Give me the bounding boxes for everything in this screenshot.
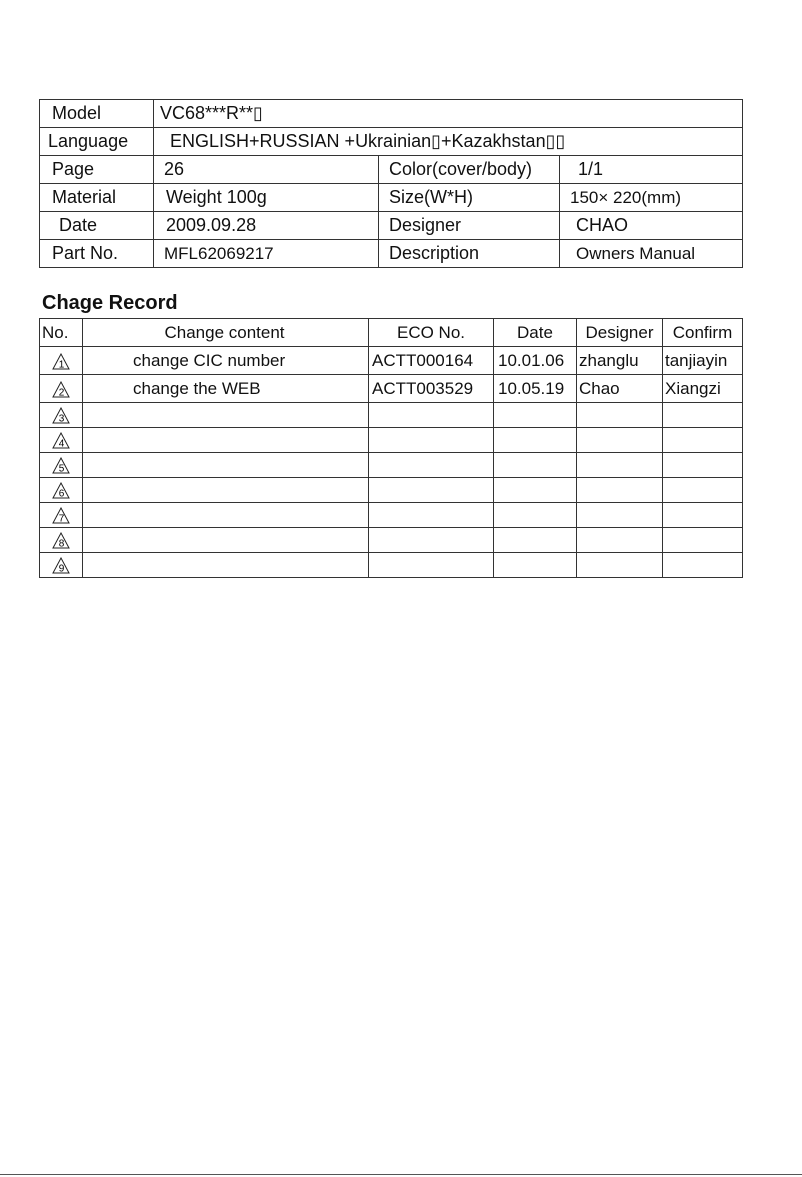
designer-cell xyxy=(577,428,663,453)
date-label: Date xyxy=(40,212,154,240)
triangle-revision-icon xyxy=(52,482,70,499)
change-content-cell xyxy=(83,428,369,453)
confirm-cell: tanjiayin xyxy=(663,347,743,375)
change-record-header-row xyxy=(40,319,743,347)
eco-no-cell xyxy=(369,428,494,453)
partno-value: MFL62069217 xyxy=(154,240,379,268)
header-date: Date xyxy=(494,319,577,347)
row-number-cell xyxy=(40,453,83,478)
designer-label: Designer xyxy=(379,212,560,240)
eco-no-cell xyxy=(369,503,494,528)
header-designer: Designer xyxy=(577,319,663,347)
material-label: Material xyxy=(40,184,154,212)
page-label: Page xyxy=(40,156,154,184)
change-record-title: Chage Record xyxy=(42,292,178,314)
table-row xyxy=(40,347,743,375)
designer-cell xyxy=(577,478,663,503)
designer-cell: Chao xyxy=(577,375,663,403)
header-confirm: Confirm xyxy=(663,319,743,347)
row-number: 1 xyxy=(58,359,65,370)
language-value: ENGLISH+RUSSIAN +Ukrainian▯+Kazakhstan▯▯ xyxy=(154,128,743,156)
table-row xyxy=(40,428,743,453)
row-number: 8 xyxy=(58,538,65,550)
date-cell xyxy=(494,453,577,478)
row-number-cell xyxy=(40,428,83,453)
eco-no-cell: ACTT000164 xyxy=(369,347,494,375)
language-label: Language xyxy=(40,128,154,156)
triangle-revision-icon xyxy=(52,532,70,549)
designer-cell xyxy=(577,528,663,553)
size-label: Size(W*H) xyxy=(379,184,560,212)
change-content-cell: change the WEB xyxy=(83,375,369,403)
row-number-cell xyxy=(40,403,83,428)
eco-no-cell: ACTT003529 xyxy=(369,375,494,403)
spec-row-language xyxy=(40,128,743,156)
designer-cell xyxy=(577,453,663,478)
table-row xyxy=(40,375,743,403)
confirm-cell xyxy=(663,503,743,528)
date-cell: 10.01.06 xyxy=(494,347,577,375)
confirm-cell xyxy=(663,428,743,453)
designer-cell xyxy=(577,553,663,578)
date-cell xyxy=(494,503,577,528)
designer-value: CHAO xyxy=(560,212,743,240)
date-cell xyxy=(494,403,577,428)
change-content-cell xyxy=(83,503,369,528)
change-content-cell xyxy=(83,553,369,578)
change-content-cell xyxy=(83,478,369,503)
color-value: 1/1 xyxy=(560,156,743,184)
row-number-cell xyxy=(40,528,83,553)
partno-label: Part No. xyxy=(40,240,154,268)
eco-no-cell xyxy=(369,478,494,503)
row-number-cell xyxy=(40,503,83,528)
spec-row-date xyxy=(40,212,743,240)
header-eco-no: ECO No. xyxy=(369,319,494,347)
table-row xyxy=(40,553,743,578)
description-label: Description xyxy=(379,240,560,268)
change-content-cell xyxy=(83,528,369,553)
eco-no-cell xyxy=(369,528,494,553)
date-value: 2009.09.28 xyxy=(154,212,379,240)
designer-cell: zhanglu xyxy=(577,347,663,375)
change-content-cell xyxy=(83,403,369,428)
date-cell xyxy=(494,553,577,578)
header-no: No. xyxy=(40,319,83,347)
eco-no-cell xyxy=(369,403,494,428)
material-value: Weight 100g xyxy=(154,184,379,212)
triangle-revision-icon xyxy=(52,507,70,524)
bottom-rule xyxy=(0,1174,802,1175)
color-label: Color(cover/body) xyxy=(379,156,560,184)
description-value: Owners Manual xyxy=(560,240,743,268)
triangle-revision-icon xyxy=(52,557,70,574)
date-cell xyxy=(494,528,577,553)
confirm-cell xyxy=(663,478,743,503)
model-value: VC68***R**▯ xyxy=(154,100,743,128)
spec-row-material xyxy=(40,184,743,212)
table-row xyxy=(40,478,743,503)
change-record-body xyxy=(40,347,743,578)
row-number: 5 xyxy=(58,463,65,475)
date-cell xyxy=(494,478,577,503)
row-number: 4 xyxy=(58,438,65,450)
row-number: 9 xyxy=(58,563,65,575)
table-row xyxy=(40,453,743,478)
row-number-cell xyxy=(40,375,83,403)
triangle-revision-icon xyxy=(52,457,70,474)
model-label: Model xyxy=(40,100,154,128)
spec-row-page xyxy=(40,156,743,184)
table-row xyxy=(40,403,743,428)
change-record-table xyxy=(39,318,743,578)
triangle-revision-icon xyxy=(52,381,70,398)
confirm-cell xyxy=(663,403,743,428)
row-number: 2 xyxy=(58,387,65,398)
header-change-content: Change content xyxy=(83,319,369,347)
table-row xyxy=(40,528,743,553)
change-content-cell xyxy=(83,453,369,478)
confirm-cell xyxy=(663,453,743,478)
row-number-cell xyxy=(40,478,83,503)
page-value: 26 xyxy=(154,156,379,184)
spec-table xyxy=(39,99,743,268)
designer-cell xyxy=(577,403,663,428)
confirm-cell: Xiangzi xyxy=(663,375,743,403)
confirm-cell xyxy=(663,553,743,578)
size-value: 150× 220(mm) xyxy=(560,184,743,212)
confirm-cell xyxy=(663,528,743,553)
designer-cell xyxy=(577,503,663,528)
change-content-cell: change CIC number xyxy=(83,347,369,375)
triangle-revision-icon xyxy=(52,407,70,424)
triangle-revision-icon xyxy=(52,432,70,449)
spec-row-partno xyxy=(40,240,743,268)
date-cell xyxy=(494,428,577,453)
row-number-cell xyxy=(40,347,83,375)
date-cell: 10.05.19 xyxy=(494,375,577,403)
triangle-revision-icon xyxy=(52,353,70,370)
row-number-cell xyxy=(40,553,83,578)
row-number: 3 xyxy=(58,413,65,425)
row-number: 6 xyxy=(58,488,65,500)
eco-no-cell xyxy=(369,553,494,578)
table-row xyxy=(40,503,743,528)
eco-no-cell xyxy=(369,453,494,478)
row-number: 7 xyxy=(58,513,65,525)
spec-row-model xyxy=(40,100,743,128)
